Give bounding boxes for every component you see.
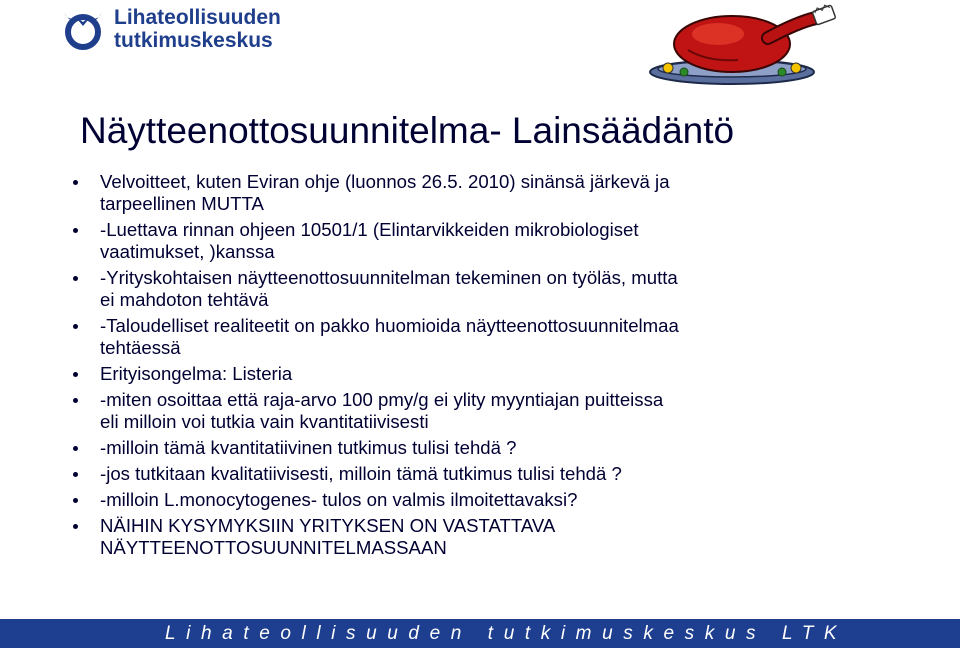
bullet-line: -Yrityskohtaisen näytteenottosuunnitelman tekeminen on työläs, mutta bbox=[100, 267, 678, 288]
bullet-dot-icon bbox=[73, 446, 78, 451]
bullet-line: tarpeellinen MUTTA bbox=[100, 193, 264, 214]
footer-bar bbox=[0, 619, 960, 648]
bullet-line: Velvoitteet, kuten Eviran ohje (luonnos 26.5. 2010) sinänsä järkevä ja bbox=[100, 171, 670, 192]
bullet-item bbox=[70, 219, 830, 263]
bullet-dot-icon bbox=[73, 372, 78, 377]
roast-turkey-icon bbox=[648, 2, 844, 88]
logo-line-1: Lihateollisuuden bbox=[114, 6, 281, 29]
bullet-item bbox=[70, 171, 830, 215]
bullet-item bbox=[70, 267, 830, 311]
bullet-list bbox=[70, 171, 830, 563]
bullet-item bbox=[70, 463, 830, 485]
bullet-line: Erityisongelma: Listeria bbox=[100, 363, 293, 384]
bullet-line: eli milloin voi tutkia vain kvantitatiivisesti bbox=[100, 411, 429, 432]
bullet-line: -milloin L.monocytogenes- tulos on valmis ilmoitettavaksi? bbox=[100, 489, 578, 510]
bullet-line: NÄYTTEENOTTOSUUNNITELMASSAAN bbox=[100, 537, 447, 558]
bullet-item bbox=[70, 363, 830, 385]
bullet-dot-icon bbox=[73, 472, 78, 477]
bullet-dot-icon bbox=[73, 524, 78, 529]
bullet-line: tehtäessä bbox=[100, 337, 181, 358]
bullet-item bbox=[70, 437, 830, 459]
bullet-item bbox=[70, 389, 830, 433]
bullet-dot-icon bbox=[73, 498, 78, 503]
bullet-line: ei mahdoton tehtävä bbox=[100, 289, 269, 310]
slide-title: Näytteenottosuunnitelma- Lainsäädäntö bbox=[80, 110, 735, 151]
ox-horns-logo-icon bbox=[60, 6, 106, 52]
bullet-dot-icon bbox=[73, 228, 78, 233]
bullet-dot-icon bbox=[73, 324, 78, 329]
bullet-line: -milloin tämä kvantitatiivinen tutkimus tulisi tehdä ? bbox=[100, 437, 517, 458]
bullet-dot-icon bbox=[73, 398, 78, 403]
logo-text bbox=[114, 6, 281, 52]
bullet-item bbox=[70, 489, 830, 511]
bullet-line: NÄIHIN KYSYMYKSIIN YRITYKSEN ON VASTATTAVA bbox=[100, 515, 556, 536]
logo-line-2: tutkimuskeskus bbox=[114, 29, 273, 52]
bullet-line: -miten osoittaa että raja-arvo 100 pmy/g ei ylity myyntiajan puitteissa bbox=[100, 389, 664, 410]
bullet-dot-icon bbox=[73, 276, 78, 281]
bullet-line: vaatimukset, )kanssa bbox=[100, 241, 275, 262]
bullet-line: -Luettava rinnan ohjeen 10501/1 (Elintarvikkeiden mikrobiologiset bbox=[100, 219, 639, 240]
bullet-item bbox=[70, 315, 830, 359]
bullet-dot-icon bbox=[73, 180, 78, 185]
bullet-item bbox=[70, 515, 830, 559]
bullet-line: -Taloudelliset realiteetit on pakko huomioida näytteenottosuunnitelmaa bbox=[100, 315, 679, 336]
bullet-line: -jos tutkitaan kvalitatiivisesti, milloin tämä tutkimus tulisi tehdä ? bbox=[100, 463, 622, 484]
logo bbox=[60, 4, 281, 54]
footer-text: Lihateollisuuden tutkimuskeskus LTK bbox=[165, 622, 848, 644]
